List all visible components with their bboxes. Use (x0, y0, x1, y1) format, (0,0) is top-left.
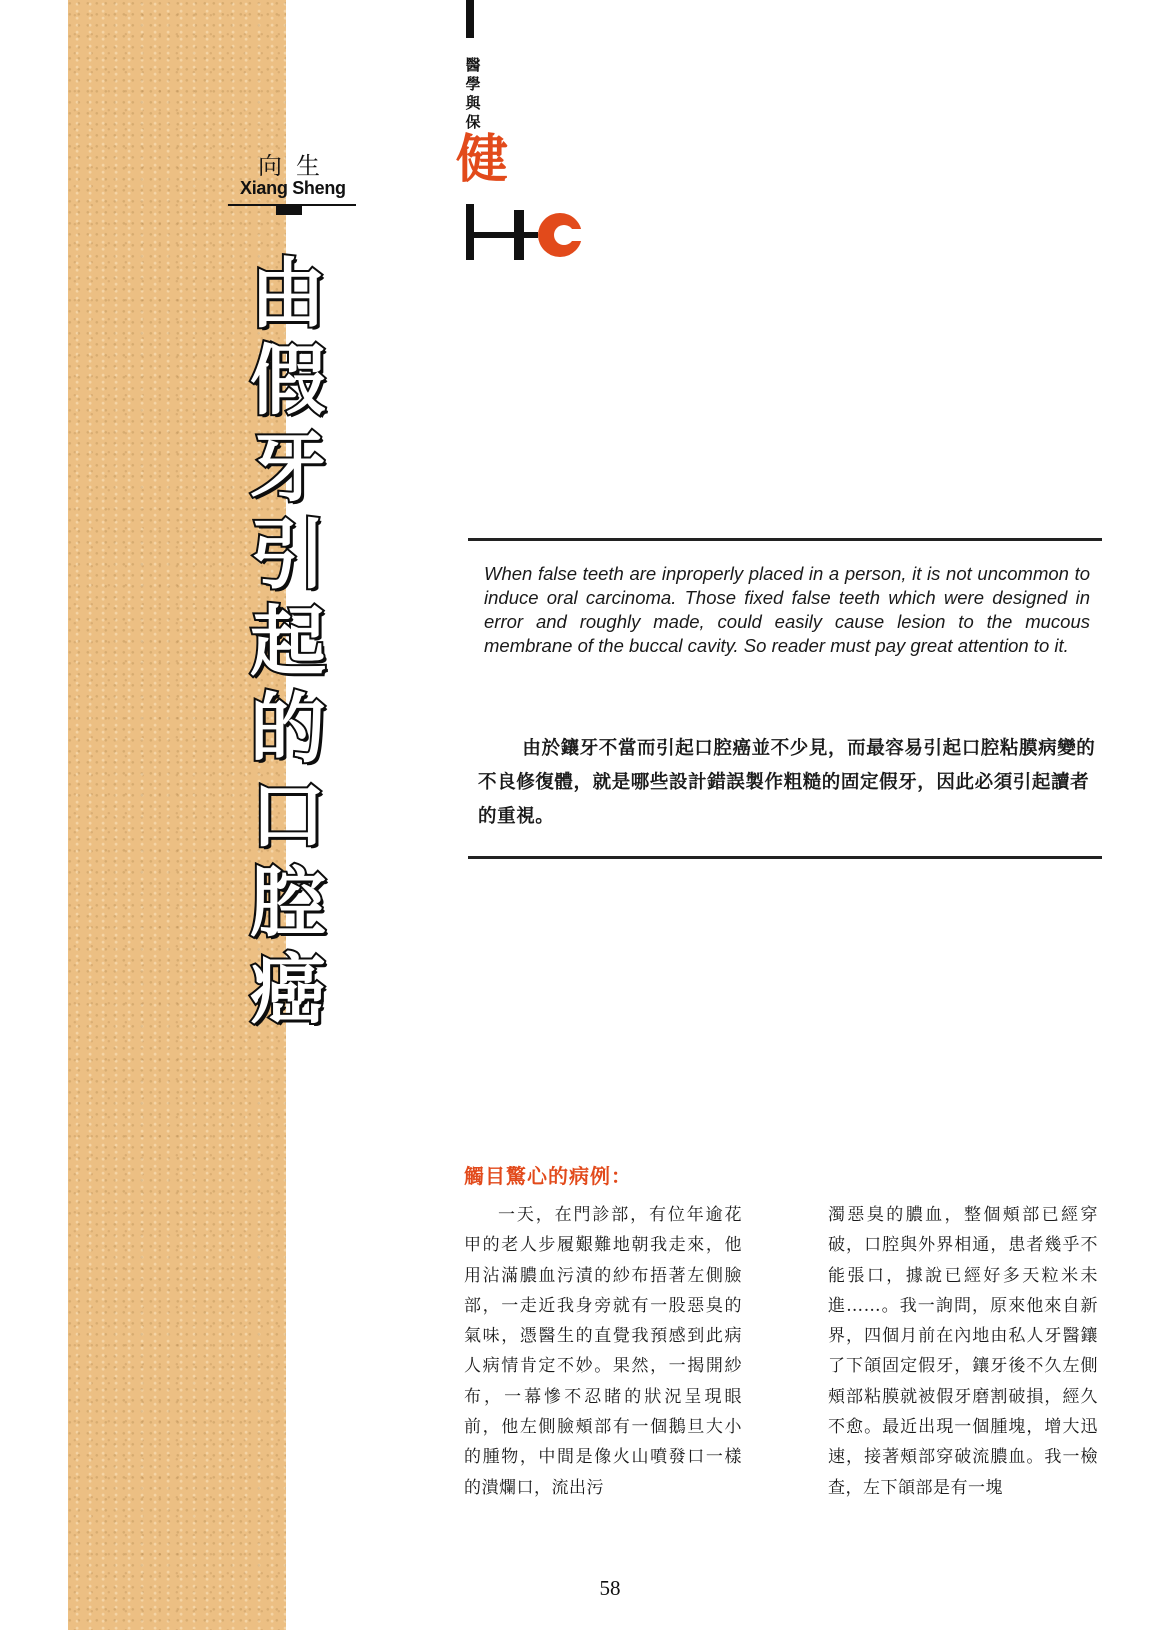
section-logo-icon (468, 210, 588, 266)
page-number: 58 (599, 1576, 621, 1600)
abstract-bottom-rule (468, 856, 1102, 859)
article-subheading: 觸目驚心的病例： (464, 1164, 632, 1188)
article-column-right: 濁惡臭的膿血，整個頰部已經穿破，口腔與外界相通，患者幾乎不能張口，據說已經好多天粒米未進……。我一詢問，原來他來自新界，四個月前在內地由私人牙醫鑲了下頜固定假牙，鑲牙後不久左側頰部粘膜就被假牙磨割破損，經久不愈。最近出現一個腫塊，增大迅速，接著頰部穿破流膿血。我一檢查，左下頜部是有一塊 (828, 1205, 1098, 1498)
article-title (238, 250, 338, 1033)
abstract-top-rule (468, 538, 1102, 541)
title-char: 的 (250, 684, 326, 773)
title-char: 癌 (250, 945, 326, 1034)
title-char: 起 (250, 597, 326, 686)
title-char: 由 (250, 249, 326, 338)
section-label-big (456, 130, 508, 190)
title-char: 腔 (250, 858, 326, 947)
author-english-name: Xiang Sheng (240, 178, 346, 198)
section-label: 醫學與保 (465, 56, 481, 131)
author-chinese-name: 向生 (258, 152, 334, 180)
title-char: 牙 (250, 423, 326, 512)
author-mark (276, 205, 302, 215)
section-label-big-char: 健 (456, 130, 509, 190)
section-logo-bar-top (466, 0, 474, 38)
title-char: 口 (250, 771, 326, 860)
article-column-left: 一天，在門診部，有位年逾花甲的老人步履艱難地朝我走來，他用沾滿膿血污漬的紗布捂著左側臉部，一走近我身旁就有一股惡臭的氣味，憑醫生的直覺我預感到此病人病情肯定不妙。果然，一揭開紗布，一幕慘不忍睹的狀況呈現眼前，他左側臉頰部有一個鵝旦大小的腫物，中間是像火山噴發口一樣的潰爛口，流出污 (464, 1205, 742, 1498)
title-char: 假 (250, 336, 326, 425)
title-char: 引 (250, 510, 326, 599)
abstract-english: When false teeth are inproperly placed in a person, it is not uncommon to induce oral carcinoma. Those fixed false teeth which were designed in error and roughly made, could easily cause lesion to the mucous membrane of the buccal cavity. So reader must pay great attention to it. (484, 563, 1090, 656)
abstract-chinese: 由於鑲牙不當而引起口腔癌並不少見，而最容易引起口腔粘膜病變的不良修復體，就是哪些設計錯誤製作粗糙的固定假牙，因此必須引起讀者的重視。 (478, 738, 1096, 827)
